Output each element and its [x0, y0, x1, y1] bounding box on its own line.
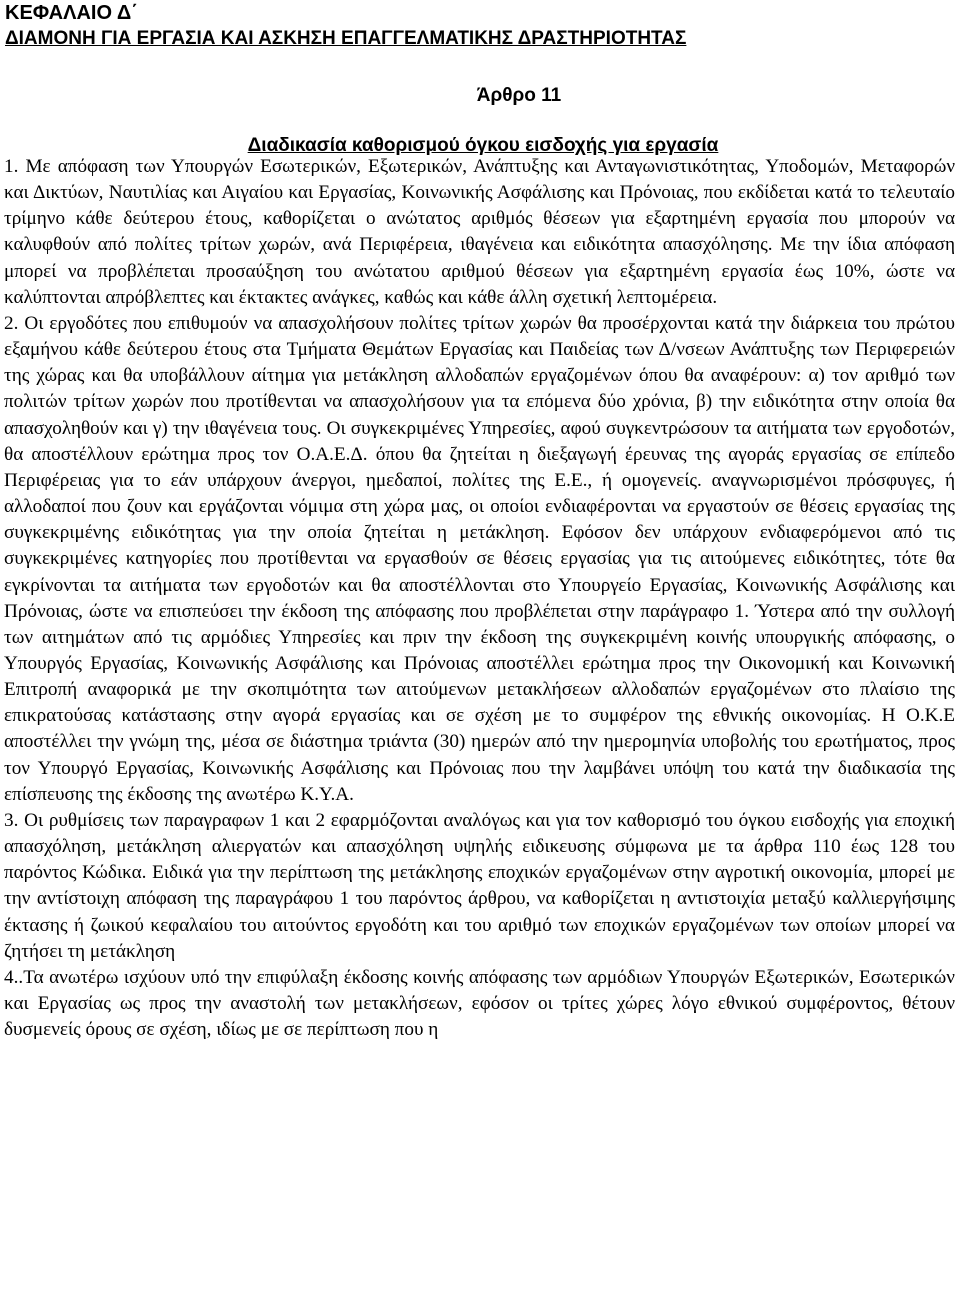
paragraph-4: 4..Τα ανωτέρω ισχύουν υπό την επιφύλαξη έκδοσης κοινής απόφασης των αρμόδιων Υπουργών Εξωτερικών, Εσωτερικών και Εργασίας ως προς την αναστολή των μετακλήσεων, εφόσον οι τρίτες χώρες λόγο εθνικού συμφέροντος, θέτουν δυσμενείς όρους σε σχέση, ιδίως με σε περίπτωση που η [4, 966, 955, 1041]
paragraph-2: 2. Οι εργοδότες που επιθυμούν να απασχολήσουν πολίτες τρίτων χωρών θα προσέρχονται κατά την διάρκεια του πρώτου εξαμήνου κάθε δεύτερου έτους στα Τμήματα Θεμάτων Εργασίας και Παιδείας των Δ/νσεων Ανάπτυξης των Περιφερειών της χώρας και θα υποβάλλουν αίτημα για μετάκληση αλλοδαπών εργαζομένων όπου θα αναφέρουν: α) τον αριθμό των πολιτών τρίτων χωρών που προτίθενται να απασχολήσουν για τα επόμενα δύο χρόνια, β) την ειδικότητα στην οποία θα απασχοληθούν και γ) την ιθαγένεια τους. Οι συγκεκριμένες Υπηρεσίες, αφού συγκεντρώσουν τα αιτήματα των εργοδοτών, θα αποστέλλουν ερώτημα προς τον Ο.Α.Ε.Δ. όπου θα ζητείται η διεξαγωγή έρευνας της αγοράς εργασίας σε επίπεδο Περιφέρειας για το εάν υπάρχουν άνεργοι, ημεδαποί, πολίτες της Ε.Ε., ή ομογενείς. αναγνωρισμένοι πρόσφυγες, ή αλλοδαποί που ζουν και εργάζονται νόμιμα στη χώρα μας, οι οποίοι ενδιαφέρονται να εργαστούν σε θέσεις εργασίας της συγκεκριμένης ειδικότητας για την οποία ζητείται η μετάκληση. Εφόσον δεν υπάρχουν ενδιαφερόμενοι από τις συγκεκριμένες κατηγορίες που προτίθενται να εργασθούν σε θέσεις εργασίας για τις αιτούμενες ειδικότητες, τότε θα εγκρίνονται τα αιτήματα των εργοδοτών και θα αποστέλλονται στο Υπουργείο Εργασίας, Κοινωνικής Ασφάλισης και Πρόνοιας, ώστε να επισπεύσει την έκδοση της απόφασης που προβλέπεται στην παράγραφο 1. Ύστερα από την συλλογή των αιτημάτων από τις αρμόδιες Υπηρεσίες και πριν την έκδοση της συγκεκριμένη κοινής υπουργικής απόφασης, ο Υπουργός Εργασίας, Κοινωνικής Ασφάλισης και Πρόνοιας αποστέλλει ερώτημα προς την Οικονομική και Κοινωνική Επιτροπή αναφορικά με την σκοπιμότητα των αιτούμενων μετακλήσεων αλλοδαπών εργαζομένων στο πλαίσιο της επικρατούσας κατάστασης στην αγορά εργασίας και σε σχέση με το συμφέρον της εθνικής οικονομίας. Η Ο.Κ.Ε αποστέλλει την γνώμη της, μέσα σε διάστημα τριάντα (30) ημερών από την ημερομηνία υποβολής του ερωτήματος, προς τον Υπουργό Εργασίας, Κοινωνικής Ασφάλισης και Πρόνοιας που την λαμβάνει υπόψη του κατά την διαδικασία της επίσπευσης της έκδοσης της ανωτέρω Κ.Υ.Α. [4, 312, 955, 805]
article-title: Διαδικασία καθορισμού όγκου εισδοχής για εργασία [247, 135, 719, 156]
paragraph-1: 1. Με απόφαση των Υπουργών Εσωτερικών, Εξωτερικών, Ανάπτυξης και Ανταγωνιστικότητας, Υποδομών, Μεταφορών και Δικτύων, Ναυτιλίας και Αιγαίου και Εργασίας, Κοινωνικής Ασφάλισης και Πρόνοιας, που εκδίδεται κατά το τελευταίο τρίμηνο κάθε δεύτερου έτους, καθορίζεται ο ανώτατος αριθμός θέσεων για εξαρτημένη εργασία που μπορούν να καλυφθούν από πολίτες τρίτων χωρών, ανά Περιφέρεια, ιθαγένεια και ειδικότητα απασχόλησης. Με την ίδια απόφαση μπορεί να προβλέπεται προσαύξηση του ανώτατου αριθμού θέσεων για εξαρτημένη εργασία έως 10%, ώστε να καλύπτονται απρόβλεπτες και έκτακτες ανάγκες, καθώς και κάθε άλλη σχετική λεπτομέρεια. [4, 156, 955, 308]
article-number: Άρθρο 11 [476, 85, 562, 106]
article-body [4, 154, 955, 1043]
chapter-subtitle: ΔΙΑΜΟΝΗ ΓΙΑ ΕΡΓΑΣΙΑ ΚΑΙ ΑΣΚΗΣΗ ΕΠΑΓΓΕΛΜΑΤΙΚΗΣ ΔΡΑΣΤΗΡΙΟΤΗΤΑΣ [5, 28, 687, 49]
paragraph-3: 3. Οι ρυθμίσεις των παραγραφων 1 και 2 εφαρμόζονται αναλόγως και για τον καθορισμό του όγκου εισδοχής για εποχική απασχόληση, μετάκληση αλιεργατών και απασχόληση υψηλής ειδικευσης σύμφωνα με τα άρθρα 110 έως 128 του παρόντος Κώδικα. Ειδικά για την περίπτωση της μετάκλησης εποχικών εργαζομένων στην αγροτική οικονομία, μπορεί με την αντίστοιχη απόφαση της παραγράφου 1 του παρόντος άρθρου, να καθορίζεται η αντιστοιχία μεταξύ καλλιεργήσιμης έκτασης ή ζωικού κεφαλαίου του αιτούντος εργοδότη και του αριθμό των εποχικών εργαζομένων των οποίων μπορεί να ζητήσει τη μετάκληση [4, 809, 955, 962]
chapter-heading: ΚΕΦΑΛΑΙΟ Δ΄ [5, 2, 138, 24]
